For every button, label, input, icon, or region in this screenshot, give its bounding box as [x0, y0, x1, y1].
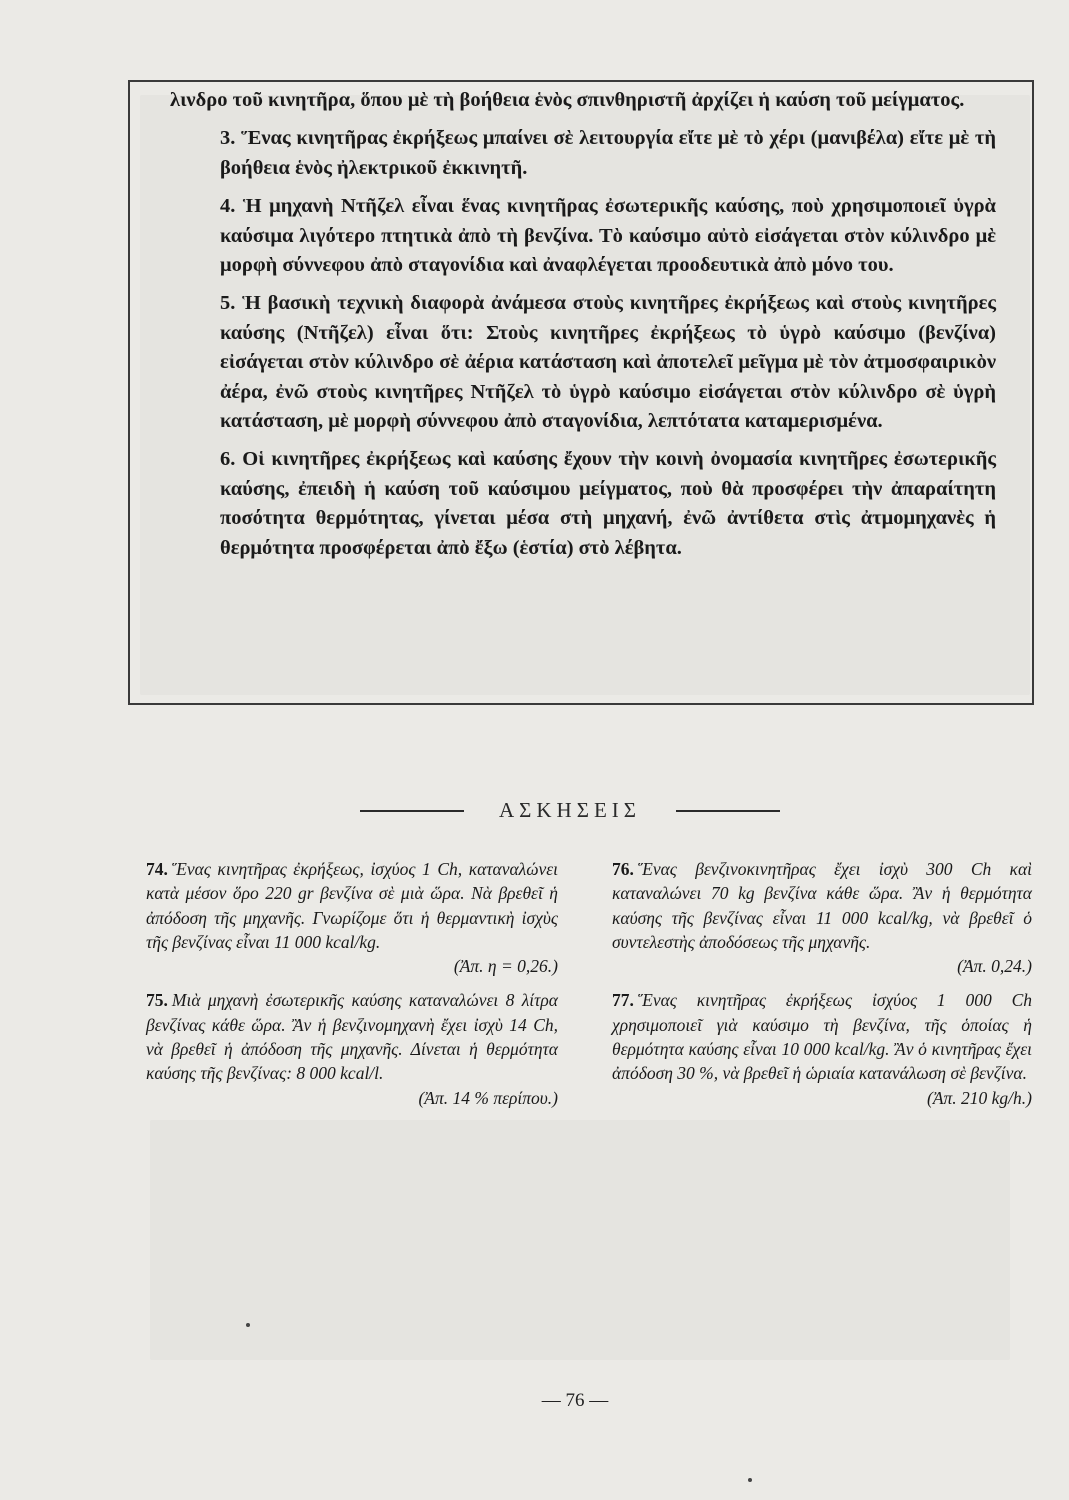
exercises-right-column	[612, 857, 1032, 1120]
scan-speck	[246, 1323, 250, 1327]
page-number: — 76 —	[541, 1390, 609, 1411]
summary-point-6: 6. Οἱ κινητῆρες ἐκρήξεως καὶ καύσης ἔχουν τὴν κοινὴ ὀνομασία κινητῆρες ἐσωτερικῆς καύσης, ἐπειδὴ ἡ καύση τοῦ καύσιμου μείγματος, ποὺ θὰ προσφέρει τὴν ἀπαραίτητη ποσότητα θερμότητας, γίνεται μέσα στὴ μηχανή, ἐνῶ ἀντίθετα στὶς ἀτμομηχανὲς ἡ θερμότητα προσφέρεται ἀπὸ ἔξω (ἑστία) στὸ λέβητα.	[220, 448, 996, 559]
exercise-76	[612, 857, 1032, 978]
exercise-77	[612, 988, 1032, 1109]
exercise-75	[146, 988, 558, 1109]
heading-rule-left	[360, 810, 464, 812]
exercise-74	[146, 857, 558, 978]
exercise-number: 75.	[146, 990, 168, 1011]
exercise-text: Ἕνας κινητῆρας ἐκρήξεως ἰσχύος 1 000 Ch χρησιμοποιεῖ γιὰ καύσιμο τὴ βενζίνα, τῆς ὁποίας ἡ θερμότητα καύσης εἶναι 10 000 kcal/kg. Ἂν ὁ κινητῆρας ἔχει ἀπόδοση 30 %, νὰ βρεθεῖ ἡ ὡριαία κατανάλωση σὲ βενζίνα.	[612, 990, 1032, 1084]
scan-speck	[748, 1478, 752, 1482]
exercise-text: Ἕνας βενζινοκινητῆρας ἔχει ἰσχὺ 300 Ch καὶ καταναλώνει 70 kg βενζίνα κάθε ὥρα. Ἂν ἡ θερμότητα καύσης τῆς βενζίνας εἶναι 11 000 kcal/kg, νὰ βρεθεῖ ὁ συντελεστὴς ἀποδόσεως τῆς μηχανῆς.	[612, 859, 1032, 952]
exercise-text: Ἕνας κινητῆρας ἐκρήξεως, ἰσχύος 1 Ch, καταναλώνει κατὰ μέσον ὅρο 220 gr βενζίνα σὲ μιὰ ὥρα. Νὰ βρεθεῖ ἡ ἀπόδοση τῆς μηχανῆς. Γνωρίζομε ὅτι ἡ θερμαντικὴ ἰσχὺς τῆς βενζίνας εἶναι 11 000 kcal/kg.	[146, 859, 558, 952]
summary-point-5: 5. Ἡ βασικὴ τεχνικὴ διαφορὰ ἀνάμεσα στοὺς κινητῆρες ἐκρήξεως καὶ στοὺς κινητῆρες καύσης (Ντῆζελ) εἶναι ὅτι: Στοὺς κινητῆρες ἐκρήξεως τὸ ὑγρὸ καύσιμο (βενζίνα) εἰσάγεται στὸν κύλινδρο σὲ ἀέρια κατάσταση καὶ ἀποτελεῖ μεῖγμα μὲ τὸν ἀτμοσφαιρικὸν ἀέρα, ἐνῶ στοὺς κινητῆρες Ντῆζελ τὸ ὑγρὸ καύσιμο εἰσάγεται στὸν κύλινδρο σὲ ὑγρὴ κατάσταση, μὲ μορφὴ σύννεφου ἀπὸ σταγονίδια, λεπτότατα καταμερισμένα.	[220, 292, 996, 433]
exercises-left-column	[146, 857, 558, 1120]
exercises-heading-label: ΑΣΚΗΣΕΙΣ	[499, 798, 641, 822]
exercise-answer: (Ἀπ. 14 % περίπου.)	[418, 1087, 558, 1108]
summary-section	[170, 84, 996, 572]
exercises-heading	[360, 793, 780, 827]
summary-point-3: 3. Ἕνας κινητῆρας ἐκρήξεως μπαίνει σὲ λειτουργία εἴτε μὲ τὸ χέρι (μανιβέλα) εἴτε μὲ τὴ βοήθεια ἑνὸς ἠλεκτρικοῦ ἐκκινητῆ.	[220, 127, 996, 179]
bleed-through-shade	[150, 1120, 1010, 1360]
exercise-number: 77.	[612, 990, 634, 1011]
exercise-answer: (Ἀπ. 0,24.)	[957, 956, 1032, 977]
summary-point-4: 4. Ἡ μηχανὴ Ντῆζελ εἶναι ἕνας κινητῆρας ἐσωτερικῆς καύσης, ποὺ χρησιμοποιεῖ ὑγρὰ καύσιμα λιγότερο πτητικὰ ἀπὸ τὴ βενζίνα. Τὸ καύσιμο αὐτὸ εἰσάγεται στὸν κύλινδρο μὲ μορφὴ σύννεφου ἀπὸ σταγονίδια καὶ ἀναφλέγεται προοδευτικὰ ἀπὸ μόνο του.	[220, 195, 996, 277]
exercise-answer: (Ἀπ. η = 0,26.)	[453, 956, 558, 977]
heading-rule-right	[676, 810, 780, 812]
exercise-number: 76.	[612, 859, 634, 879]
exercise-text: Μιὰ μηχανὴ ἐσωτερικῆς καύσης καταναλώνει 8 λίτρα βενζίνας κάθε ὥρα. Ἂν ἡ βενζινομηχανὴ ἔχει ἰσχὺ 14 Ch, νὰ βρεθεῖ ἡ ἀπόδοση τῆς μηχανῆς. Δίνεται ἡ θερμότητα καύσης τῆς βενζίνας: 8 000 kcal/l.	[146, 990, 558, 1084]
exercise-number: 74.	[146, 859, 168, 879]
exercise-answer: (Ἀπ. 210 kg/h.)	[927, 1087, 1032, 1108]
summary-continuation: λινδρο τοῦ κινητῆρα, ὅπου μὲ τὴ βοήθεια ἑνὸς σπινθηριστῆ ἀρχίζει ἡ καύση τοῦ μείγματος.	[170, 89, 965, 111]
